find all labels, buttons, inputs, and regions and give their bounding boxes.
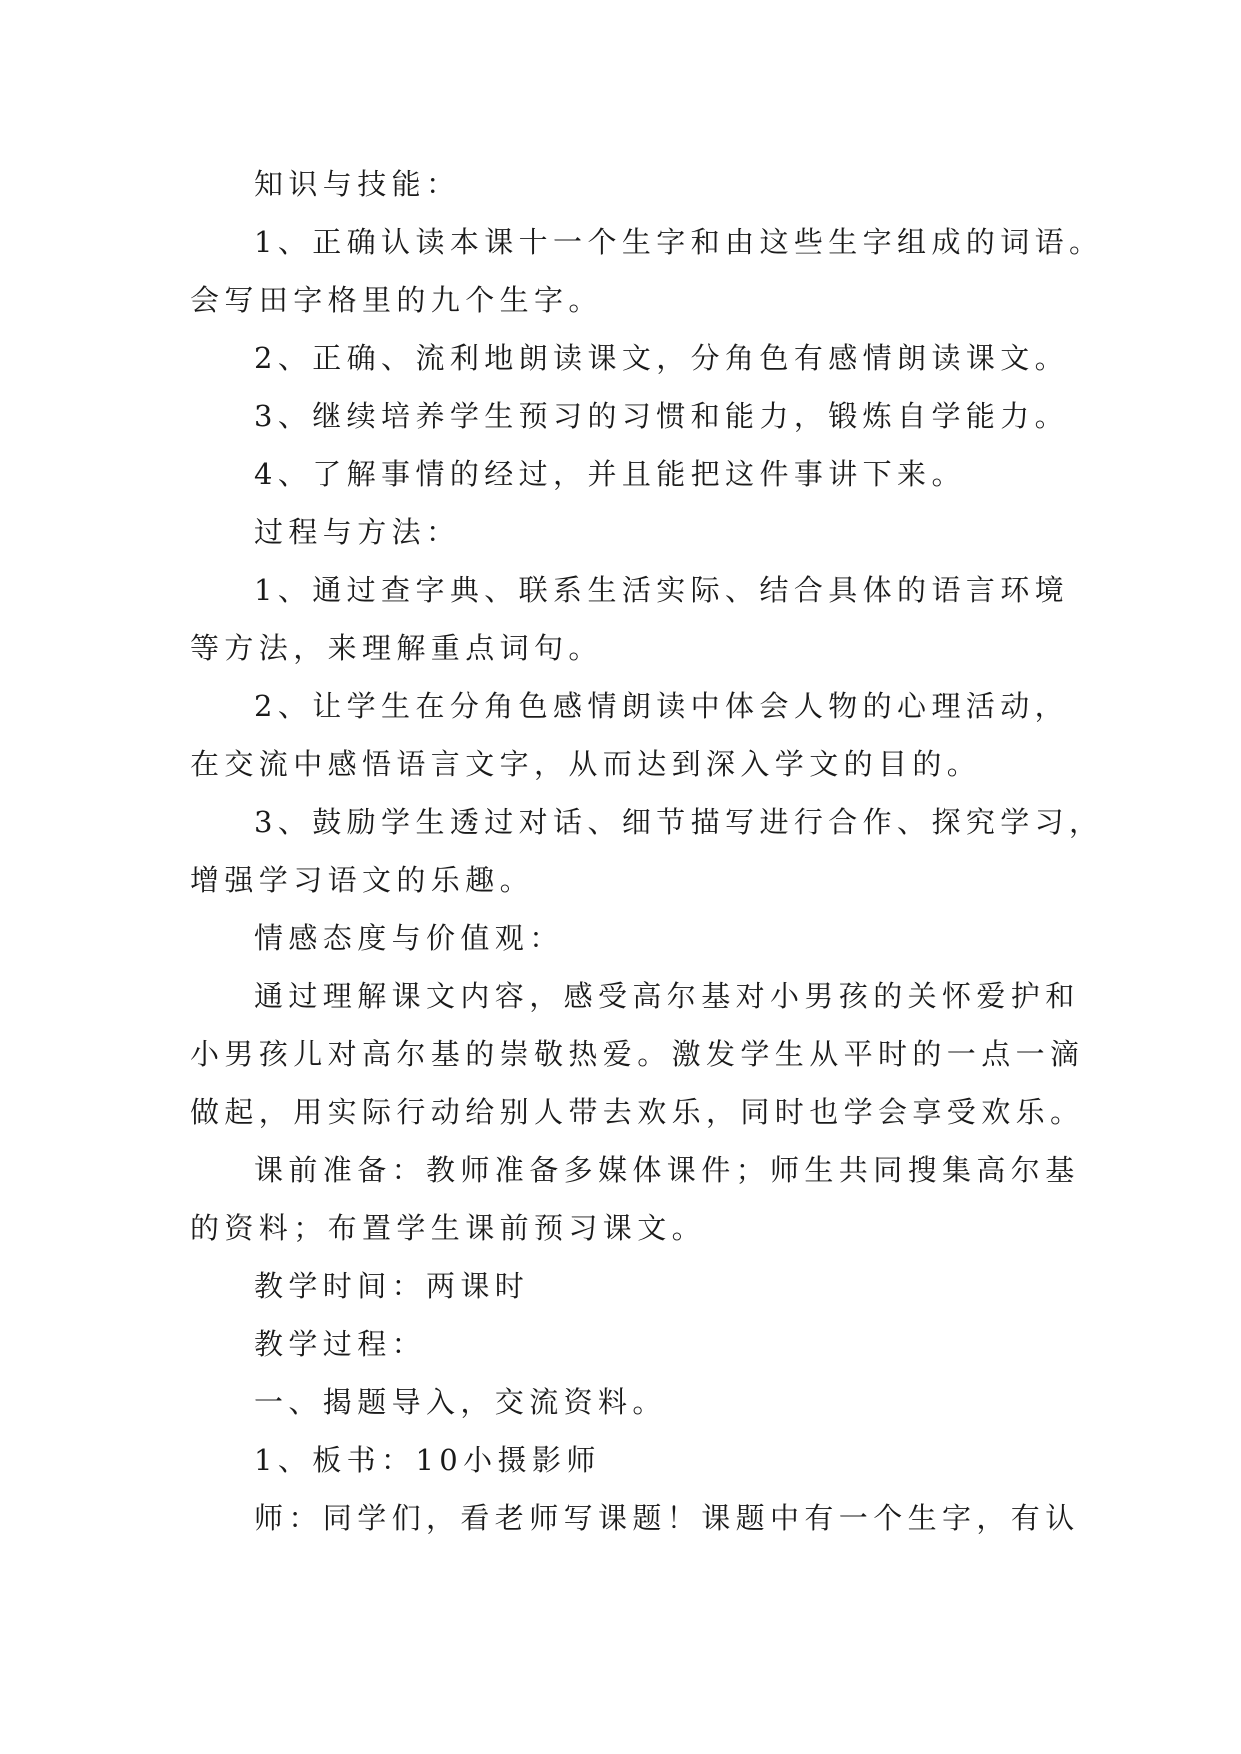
paragraph-line: 在交流中感悟语言文字，从而达到深入学文的目的。	[190, 747, 982, 781]
heading-knowledge-skills: 知识与技能：	[254, 167, 461, 201]
paragraph-line: 2、正确、流利地朗读课文，分角色有感情朗读课文。	[254, 341, 1070, 375]
paragraph-line: 会写田字格里的九个生字。	[190, 283, 603, 317]
paragraph-line: 课前准备：教师准备多媒体课件；师生共同搜集高尔基	[254, 1153, 1080, 1187]
paragraph-line: 做起，用实际行动给别人带去欢乐，同时也学会享受欢乐。	[190, 1095, 1085, 1129]
heading-process-methods: 过程与方法：	[254, 515, 461, 549]
paragraph-line: 3、鼓励学生透过对话、细节描写进行合作、探究学习，	[254, 805, 1104, 839]
paragraph-line: 3、继续培养学生预习的习惯和能力，锻炼自学能力。	[254, 399, 1070, 433]
paragraph-line: 1、通过查字典、联系生活实际、结合具体的语言环境	[254, 573, 1070, 607]
paragraph-line: 小男孩儿对高尔基的崇敬热爱。激发学生从平时的一点一滴	[190, 1037, 1085, 1071]
paragraph-line: 的资料；布置学生课前预习课文。	[190, 1211, 707, 1245]
paragraph-line: 一、揭题导入，交流资料。	[254, 1385, 667, 1419]
paragraph-line: 增强学习语文的乐趣。	[190, 863, 535, 897]
paragraph-line: 教学时间：两课时	[254, 1269, 530, 1303]
paragraph-line: 4、了解事情的经过，并且能把这件事讲下来。	[254, 457, 966, 491]
heading-attitude-values: 情感态度与价值观：	[254, 921, 564, 955]
paragraph-line: 等方法，来理解重点词句。	[190, 631, 603, 665]
paragraph-line: 1、正确认读本课十一个生字和由这些生字组成的词语。	[254, 225, 1104, 259]
paragraph-line: 师：同学们，看老师写课题！课题中有一个生字，有认	[254, 1501, 1080, 1535]
paragraph-line: 2、让学生在分角色感情朗读中体会人物的心理活动，	[254, 689, 1070, 723]
paragraph-line: 通过理解课文内容，感受高尔基对小男孩的关怀爱护和	[254, 979, 1080, 1013]
paragraph-line: 1、板书：10小摄影师	[254, 1443, 601, 1477]
heading-teaching-process: 教学过程：	[254, 1327, 427, 1361]
